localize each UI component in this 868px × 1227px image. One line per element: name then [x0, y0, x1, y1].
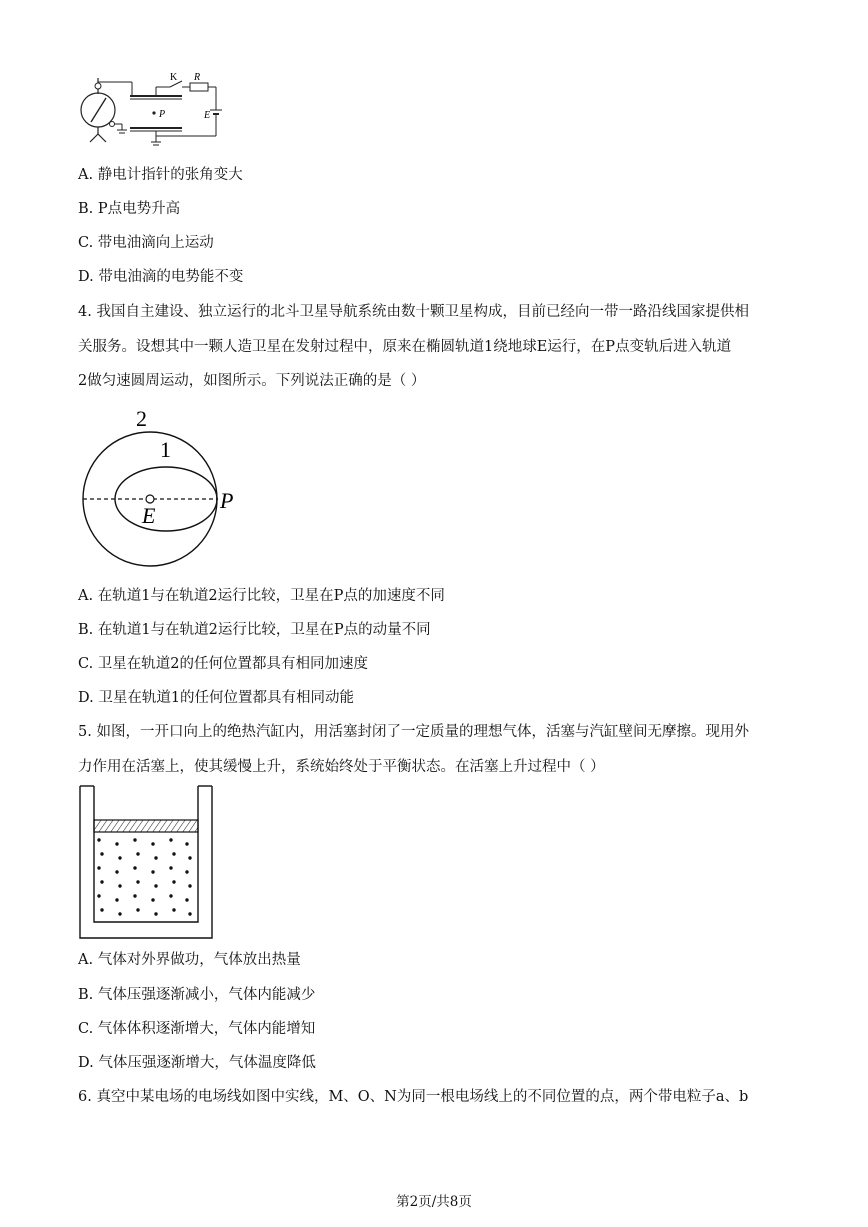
gas-particle [154, 856, 157, 859]
page-footer: 第2页/共8页 [396, 1194, 472, 1210]
q4-option-d: D. 卫星在轨道1的任何位置都具有相同动能 [78, 690, 355, 706]
gas-particle [136, 852, 139, 855]
gas-particle [133, 866, 136, 869]
q4-orbit-diagram [78, 402, 248, 568]
q5-stem-line2: 力作用在活塞上，使其缓慢上升，系统始终处于平衡状态。在活塞上升过程中（ ） [78, 759, 605, 775]
gas-particle [133, 838, 136, 841]
q4-stem-line3: 2做匀速圆周运动，如图所示。下列说法正确的是（ ） [78, 373, 426, 389]
q3-label-r: R [194, 72, 201, 83]
q4-orbit2-label: 2 [136, 406, 147, 431]
q5-option-a: A. 气体对外界做功，气体放出热量 [78, 952, 301, 968]
q5-stem-line1: 5. 如图，一开口向上的绝热汽缸内，用活塞封闭了一定质量的理想气体，活塞与汽缸壁间无摩擦。现用外 [78, 724, 749, 740]
gas-particle [188, 884, 191, 887]
gas-particle [97, 894, 100, 897]
q6-stem-line1: 6. 真空中某电场的电场线如图中实线，M、O、N为同一根电场线上的不同位置的点，两个带电粒子a、b [78, 1089, 749, 1105]
gas-particle [188, 856, 191, 859]
q3-label-e: E [204, 110, 211, 121]
q5-option-c: C. 气体体积逐渐增大，气体内能增知 [78, 1021, 316, 1037]
gas-particle [118, 884, 121, 887]
gas-particle [133, 894, 136, 897]
gas-particle [115, 898, 118, 901]
q4-point-label: P [220, 488, 234, 513]
gas-particle [97, 866, 100, 869]
gas-particle [154, 884, 157, 887]
q4-stem-line2: 关服务。设想其中一颗人造卫星在发射过程中，原来在椭圆轨道1绕地球E运行，在P点变轨后进入轨道 [78, 339, 732, 355]
gas-particle [154, 912, 157, 915]
q3-option-d: D. 带电油滴的电势能不变 [78, 269, 244, 285]
q3-option-c: C. 带电油滴向上运动 [78, 235, 214, 251]
q4-option-a: A. 在轨道1与在轨道2运行比较，卫星在P点的加速度不同 [78, 588, 445, 604]
gas-particle [172, 908, 175, 911]
gas-particle [151, 898, 154, 901]
q4-earth-label: E [142, 503, 156, 528]
q5-option-b: B. 气体压强逐渐减小，气体内能减少 [78, 987, 316, 1003]
q3-label-p: P [159, 109, 166, 120]
q4-option-c: C. 卫星在轨道2的任何位置都具有相同加速度 [78, 656, 369, 672]
gas-particle [151, 870, 154, 873]
gas-particle [185, 870, 188, 873]
gas-particle [100, 880, 103, 883]
q3-option-b: B. P点电势升高 [78, 201, 181, 217]
gas-particle [169, 866, 172, 869]
gas-particle [97, 838, 100, 841]
gas-particle [100, 908, 103, 911]
q4-orbit1-label: 1 [160, 437, 171, 462]
gas-particle [185, 842, 188, 845]
gas-particle [169, 894, 172, 897]
gas-particle [169, 838, 172, 841]
gas-particle [115, 870, 118, 873]
gas-particle [185, 898, 188, 901]
q5-option-d: D. 气体压强逐渐增大，气体温度降低 [78, 1055, 316, 1071]
gas-particle [100, 852, 103, 855]
gas-particle [115, 842, 118, 845]
gas-particle [172, 852, 175, 855]
gas-particle [188, 912, 191, 915]
gas-particle [151, 842, 154, 845]
q3-label-k: K [170, 72, 178, 83]
gas-particle [118, 856, 121, 859]
gas-particle [136, 908, 139, 911]
q4-option-b: B. 在轨道1与在轨道2运行比较，卫星在P点的动量不同 [78, 622, 431, 638]
gas-particle [136, 880, 139, 883]
q3-option-a: A. 静电计指针的张角变大 [78, 167, 243, 183]
q5-cylinder-diagram [78, 784, 216, 940]
q3-circuit-diagram [74, 70, 234, 166]
gas-particle [118, 912, 121, 915]
q4-stem-line1: 4. 我国自主建设、独立运行的北斗卫星导航系统由数十颗卫星构成，目前已经向一带一路沿线国家提供相 [78, 304, 749, 320]
gas-particle [172, 880, 175, 883]
